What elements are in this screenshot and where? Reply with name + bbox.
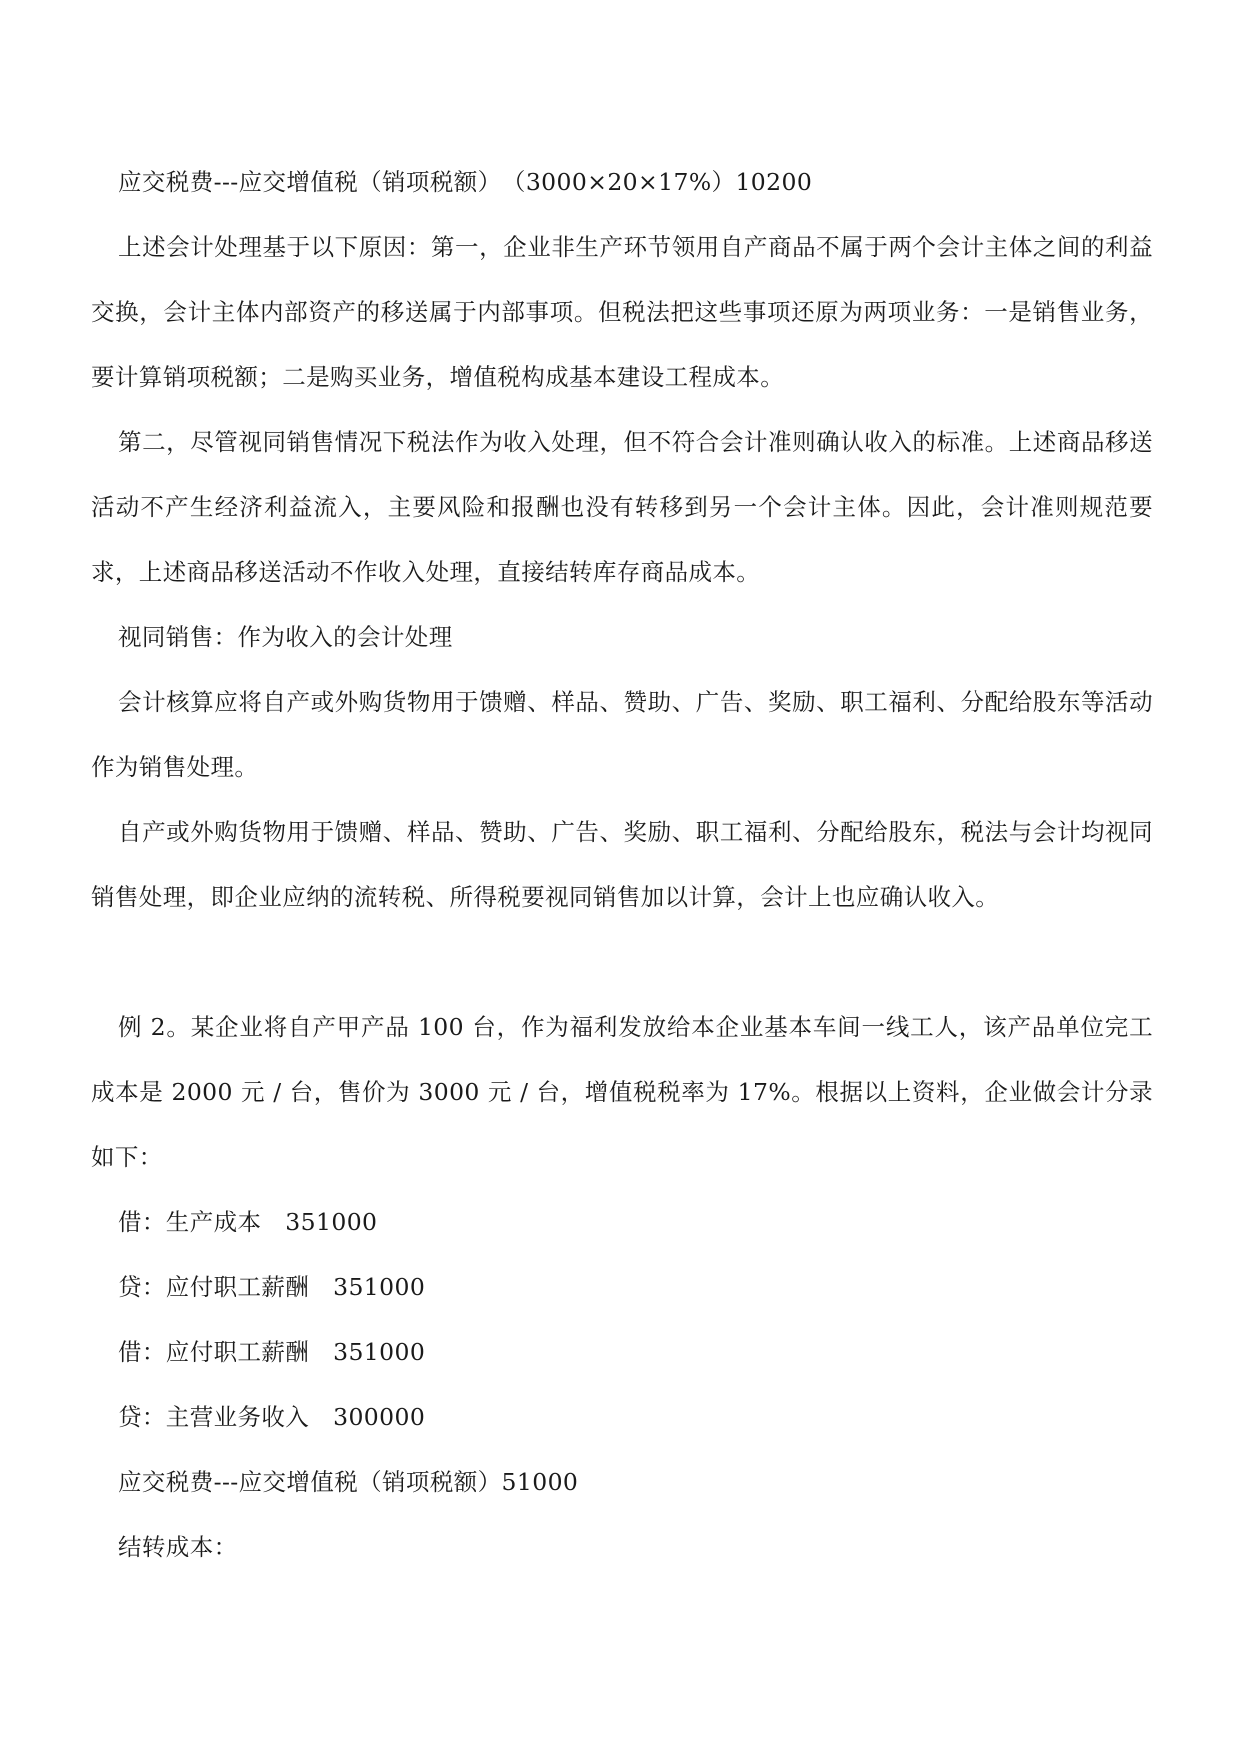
journal-entry-credit-payroll: 贷：应付职工薪酬 351000 [118, 1273, 426, 1301]
journal-entry-credit-revenue: 贷：主营业务收入 300000 [118, 1403, 426, 1431]
paragraph-reason-second: 第二，尽管视同销售情况下税法作为收入处理，但不符合会计准则确认收入的标准。上述商品移送活动不产生经济利益流入，主要风险和报酬也没有转移到另一个会计主体。因此，会计准则规范要求，上述商品移送活动不作收入处理，直接结转库存商品成本。 [91, 428, 1153, 586]
paragraph-example-2: 例 2。某企业将自产甲产品 100 台，作为福利发放给本企业基本车间一线工人，该产品单位完工成本是 2000 元 / 台，售价为 3000 元 / 台，增值税税率为 17%。根据以上资料，企业做会计分录如下： [91, 1013, 1153, 1171]
carry-forward-cost-label: 结转成本： [118, 1533, 238, 1561]
paragraph-accounting-treatment: 会计核算应将自产或外购货物用于馈赠、样品、赞助、广告、奖励、职工福利、分配给股东等活动作为销售处理。 [91, 688, 1153, 781]
paragraph-tax-and-accounting: 自产或外购货物用于馈赠、样品、赞助、广告、奖励、职工福利、分配给股东，税法与会计均视同销售处理，即企业应纳的流转税、所得税要视同销售加以计算，会计上也应确认收入。 [91, 818, 1153, 911]
journal-entry-debit-payroll: 借：应付职工薪酬 351000 [118, 1338, 426, 1366]
paragraph-reason-first: 上述会计处理基于以下原因：第一，企业非生产环节领用自产商品不属于两个会计主体之间的利益交换，会计主体内部资产的移送属于内部事项。但税法把这些事项还原为两项业务：一是销售业务，要计算销项税额；二是购买业务，增值税构成基本建设工程成本。 [91, 233, 1153, 391]
journal-entry-vat-51000: 应交税费---应交增值税（销项税额）51000 [118, 1468, 579, 1496]
section-heading-deemed-sales-revenue: 视同销售：作为收入的会计处理 [118, 623, 453, 651]
journal-entry-debit-production-cost: 借：生产成本 351000 [118, 1208, 378, 1236]
journal-entry-vat-10200: 应交税费---应交增值税（销项税额） （3000×20×17%）10200 [118, 168, 813, 196]
